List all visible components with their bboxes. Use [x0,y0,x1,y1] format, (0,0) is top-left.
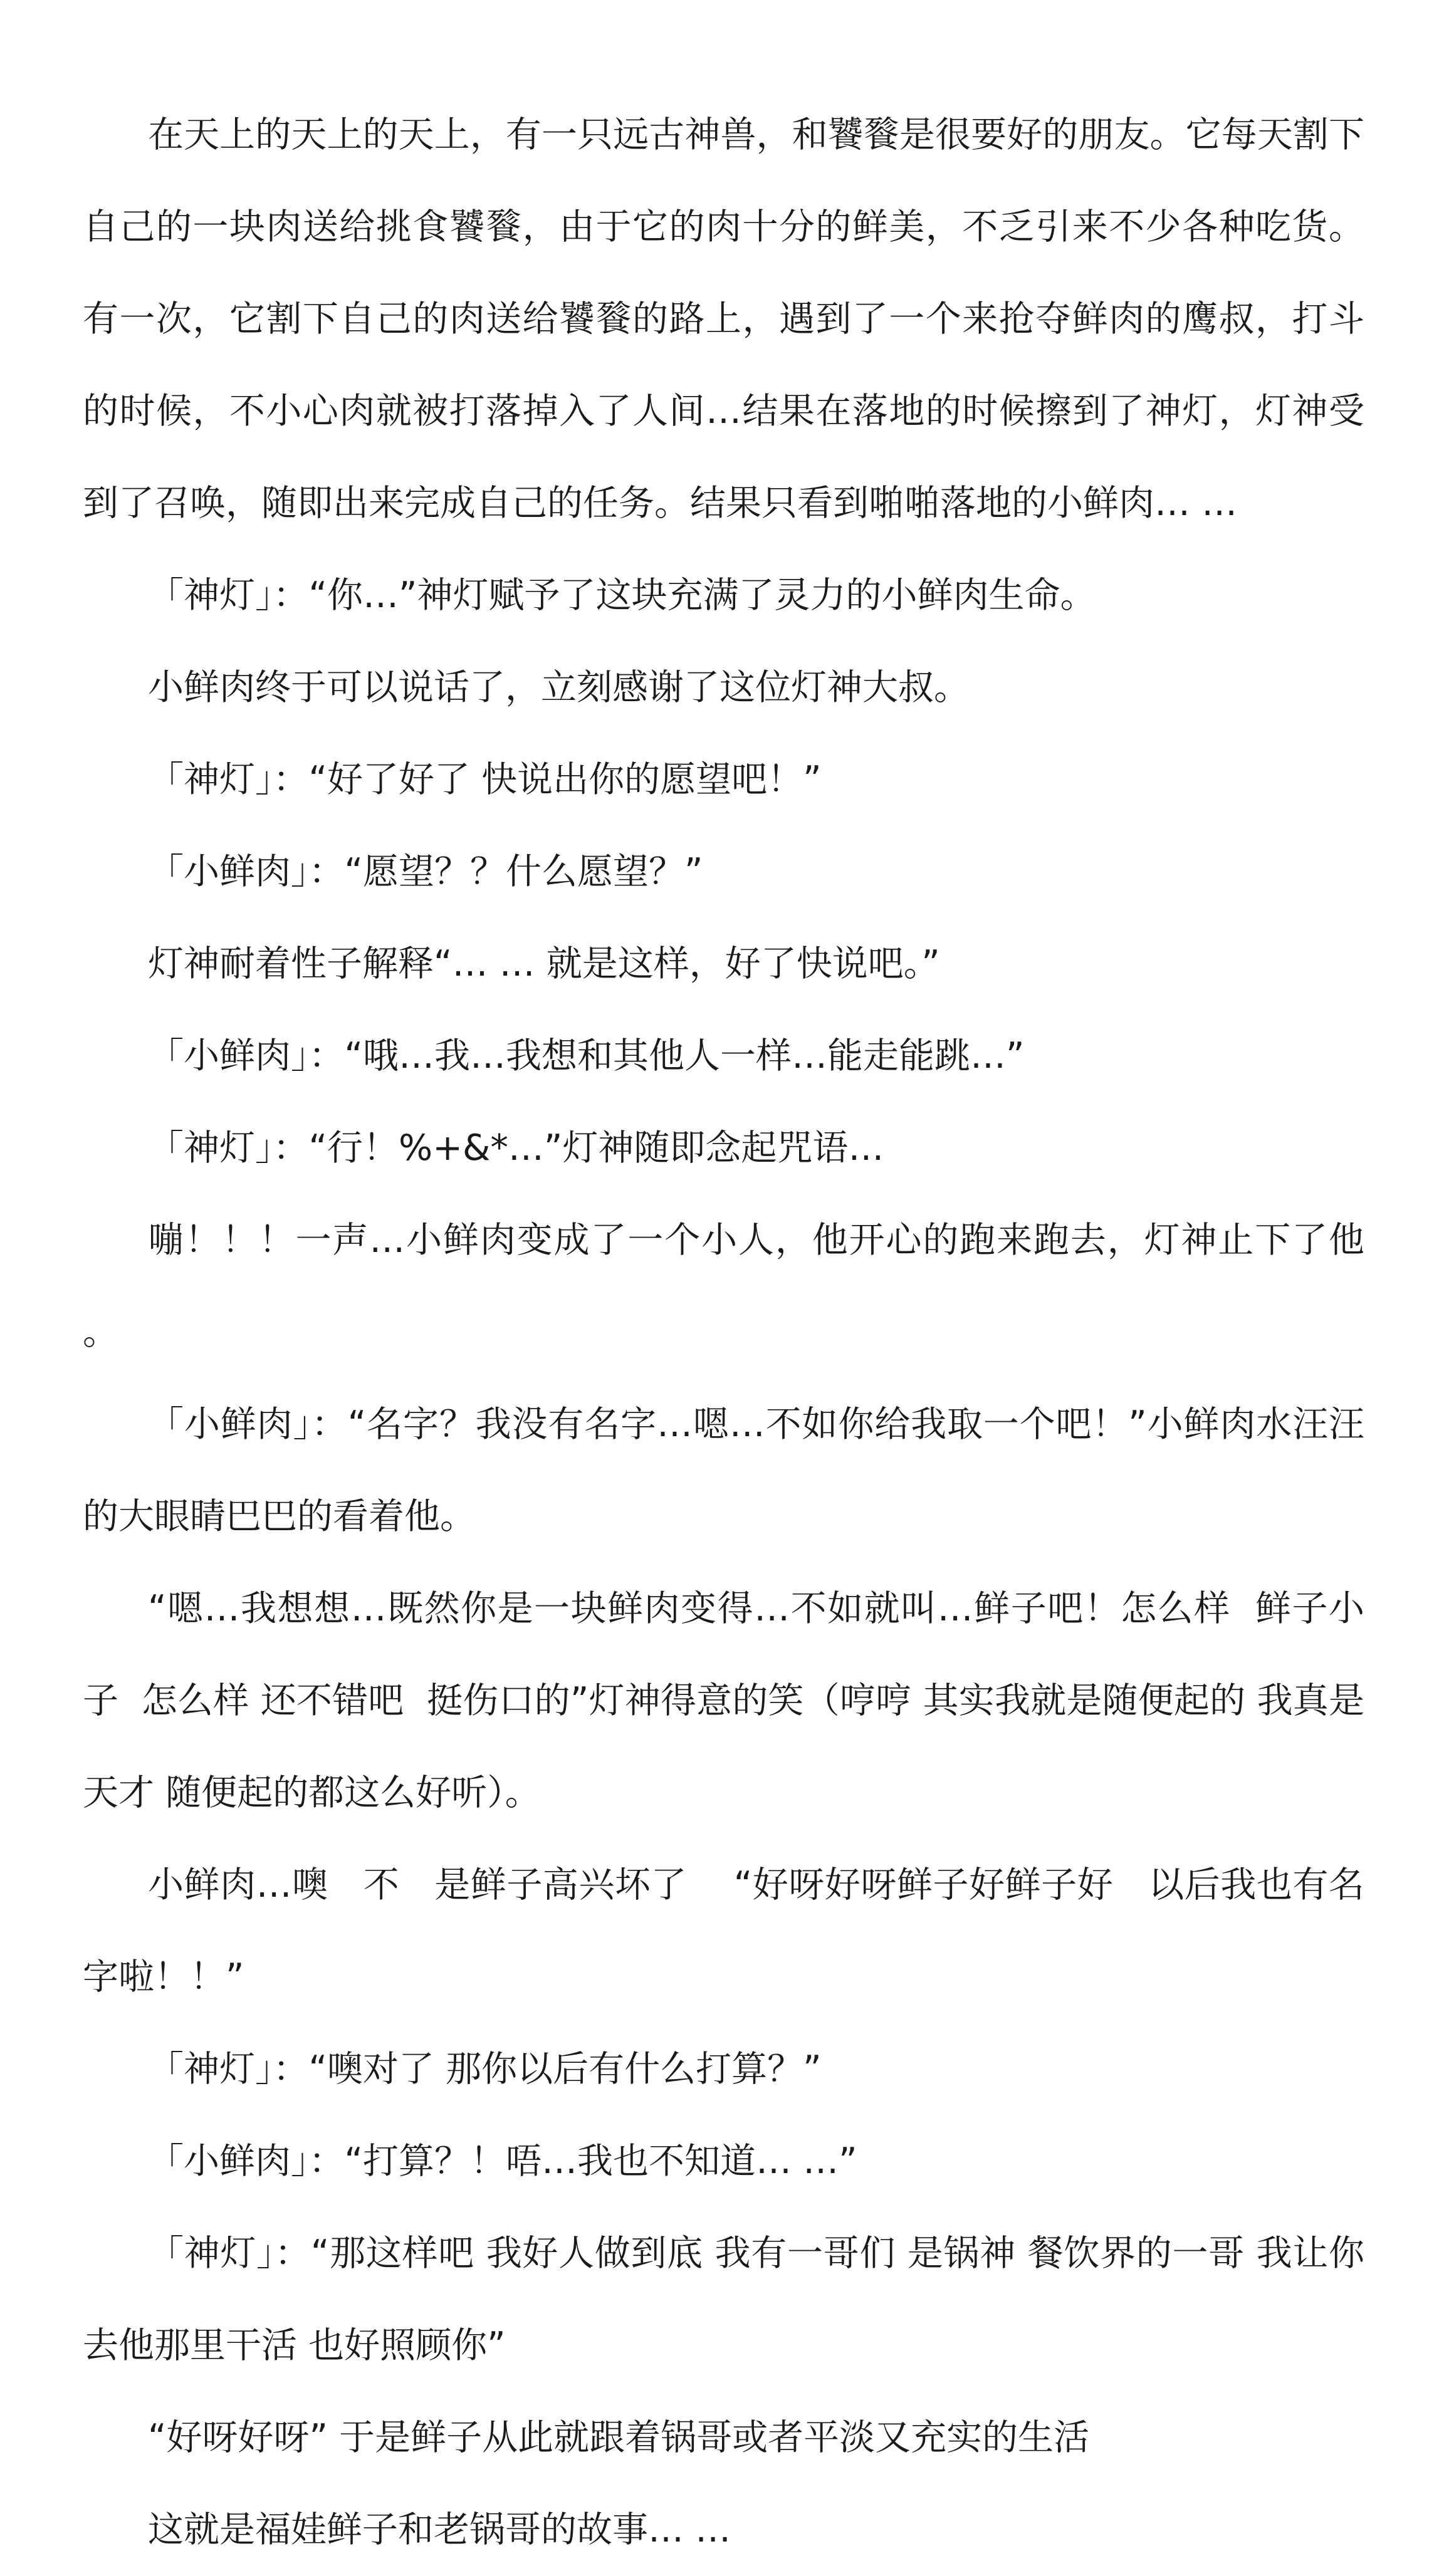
paragraph-dialogue: 「神灯」：“那这样吧 我好人做到底 我有一哥们 是锅神 餐饮界的一哥 我让你去他那里干活 也好照顾你” [83,2233,1364,2366]
paragraph-narration: 小鲜肉…噢 不 是鲜子高兴坏了 “好呀好呀鲜子好鲜子好 以后我也有名字啦！！” [83,1864,1364,1998]
paragraph-dialogue: 「小鲜肉」：“名字？我没有名字…嗯…不如你给我取一个吧！”小鲜肉水汪汪的大眼睛巴巴的看着他。 [83,1404,1364,1537]
paragraph-ending: 这就是福娃鲜子和老锅哥的故事… … [148,2509,731,2550]
paragraph-dialogue: 「小鲜肉」：“打算？！唔…我也不知道… …” [148,2141,857,2182]
paragraph-dialogue: 「小鲜肉」：“哦…我…我想和其他人一样…能走能跳…” [148,1035,1025,1077]
paragraph-dialogue: 「神灯」：“你…”神灯赋予了这块充满了灵力的小鲜肉生命。 [148,575,1096,616]
paragraph-intro: 在天上的天上的天上，有一只远古神兽，和饕餮是很要好的朋友。它每天割下自己的一块肉送给挑食饕餮，由于它的肉十分的鲜美，不乏引来不少各种吃货。有一次，它割下自己的肉送给饕餮的路上，遇到了一个来抢夺鲜肉的鹰叔，打斗的时候，不小心肉就被打落掉入了人间…结果在落地的时候擦到了神灯，灯神受到了召唤，随即出来完成自己的任务。结果只看到啪啪落地的小鲜肉… … [83,114,1364,524]
paragraph-dialogue: 「神灯」：“好了好了 快说出你的愿望吧！” [148,759,822,800]
paragraph-narration: 小鲜肉终于可以说话了，立刻感谢了这位灯神大叔。 [148,667,970,708]
paragraph-dialogue: “嗯…我想想…既然你是一块鲜肉变得…不如就叫…鲜子吧！怎么样 鲜子小子 怎么样 还不错吧 挺伤口的”灯神得意的笑（哼哼 其实我就是随便起的 我真是天才 随便起的都这么好听）。 [83,1588,1364,1813]
paragraph-dialogue: 「神灯」：“行！%+&*…”灯神随即念起咒语… [148,1127,884,1169]
paragraph-dialogue: 「神灯」：“噢对了 那你以后有什么打算？” [148,2048,822,2090]
paragraph-dialogue: 「小鲜肉」：“愿望？？什么愿望？” [148,851,703,892]
paragraph-narration: “好呀好呀” 于是鲜子从此就跟着锅哥或者平淡又充实的生活 [148,2417,1090,2458]
paragraph-narration: 灯神耐着性子解释“… … 就是这样，好了快说吧。” [148,943,940,984]
story-body [83,89,1376,2576]
paragraph-narration: 嘣！！！一声…小鲜肉变成了一个小人，他开心的跑来跑去，灯神止下了他 。 [83,1219,1376,1353]
